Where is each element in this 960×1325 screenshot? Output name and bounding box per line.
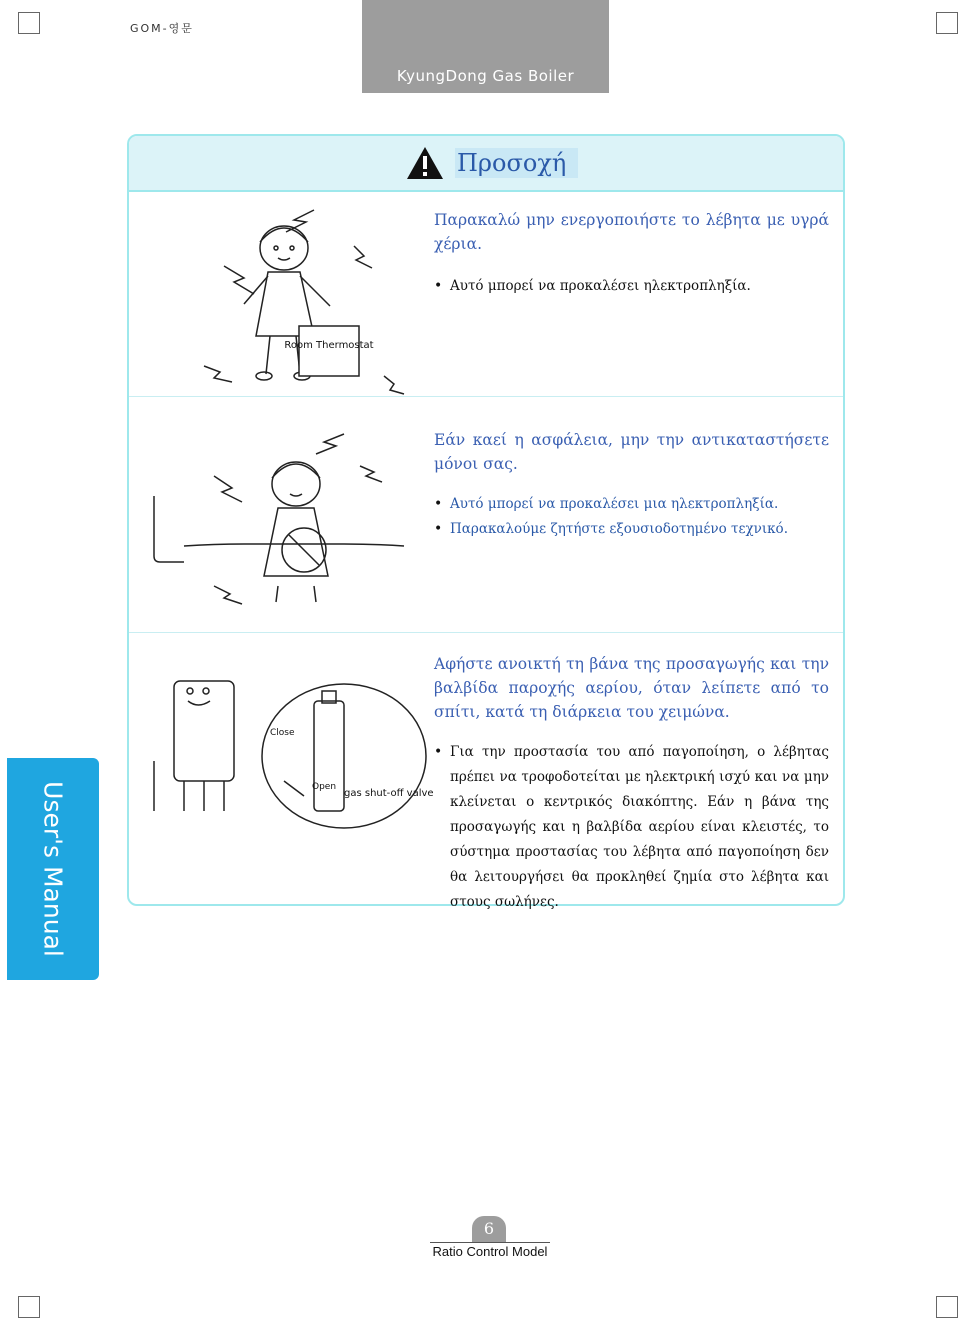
users-manual-label: User's Manual: [38, 781, 68, 957]
warning-triangle-icon: [405, 145, 445, 181]
section-3-title: Αφήστε ανοικτή τη βάνα της προσαγωγής και την βαλβίδα παροχής αερίου, όταν λείπετε από το σπίτι, κατά τη διάρκεια του χειμώνα.: [434, 655, 829, 721]
brand-tab: [362, 0, 609, 93]
section-2-title: Εάν καεί η ασφάλεια, μην την αντικαταστήσετε μόνοι σας.: [434, 431, 829, 473]
model-name: Ratio Control Model: [432, 1244, 548, 1259]
open-label: Open: [312, 782, 337, 792]
crop-mark-bottom-left: [18, 1296, 40, 1318]
section-1-title: Παρακαλώ μην ενεργοποιήστε το λέβητα με υγρά χέρια.: [434, 211, 829, 253]
wet-hands-illustration: [184, 206, 424, 406]
page-number: 6: [472, 1216, 506, 1242]
section-2-bullet: • Αυτό μπορεί να προκαλέσει μια ηλεκτροπληξία.: [434, 492, 834, 517]
room-thermostat-label: Room Thermostat: [284, 340, 374, 351]
section-divider: [129, 632, 843, 633]
file-label: GOM-영문: [130, 22, 194, 35]
close-label: Close: [270, 728, 295, 738]
section-2-bullets: [434, 492, 834, 542]
gas-valve-illustration: [144, 661, 434, 851]
crop-mark-top-right: [936, 12, 958, 34]
section-1-bullet: • Αυτό μπορεί να προκαλέσει ηλεκτροπληξία.: [434, 274, 834, 299]
fuse-illustration: [144, 426, 424, 616]
section-2-bullet: • Παρακαλούμε ζητήστε εξουσιοδοτημένο τεχνικό.: [434, 517, 834, 542]
section-3-bullets: [434, 740, 829, 915]
crop-mark-top-left: [18, 12, 40, 34]
section-divider: [129, 396, 843, 397]
section-3-bullet: • Για την προστασία του από παγοποίηση, ο λέβητας πρέπει να τροφοδοτείται με ηλεκτρική ισχύ και να μην κλείνεται ο κεντρικός διακόπτης. Εάν η βάνα της προσαγωγής και η βαλβίδα αερίου είναι κλειστές, το σύστημα προστασίας του λέβητα από παγοποίηση δεν θα λειτουργήσει θα προκληθεί ζημία στο λέβητα και στους σωλήνες.: [434, 740, 829, 915]
gas-valve-label: gas shut-off valve: [344, 788, 434, 799]
crop-mark-bottom-right: [936, 1296, 958, 1318]
section-1-bullets: [434, 274, 834, 299]
caution-panel: [127, 134, 845, 910]
panel-title: Προσοχή: [455, 148, 578, 178]
brand-title: KyungDong Gas Boiler: [396, 67, 575, 85]
panel-header: [129, 136, 843, 192]
users-manual-tab: [7, 758, 99, 980]
footer-rule: [430, 1242, 550, 1243]
